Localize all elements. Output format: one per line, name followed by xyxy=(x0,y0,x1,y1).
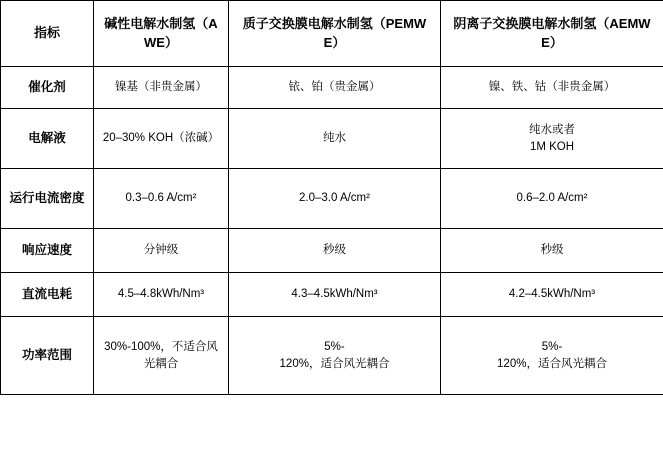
column-header-pemwe: 质子交换膜电解水制氢（PEMWE） xyxy=(229,1,441,67)
cell-power-range-awe: 30%-100%，不适合风光耦合 xyxy=(94,317,229,395)
row-label-response-speed: 响应速度 xyxy=(1,229,94,273)
table-row xyxy=(1,273,663,317)
cell-dc-power-consumption-aemwe: 4.2–4.5kWh/Nm³ xyxy=(441,273,663,317)
table-row xyxy=(1,169,663,229)
row-label-power-range: 功率范围 xyxy=(1,317,94,395)
cell-electrolyte-aemwe: 纯水或者 1M KOH xyxy=(441,109,663,169)
cell-response-speed-pemwe: 秒级 xyxy=(229,229,441,273)
table-row xyxy=(1,109,663,169)
cell-catalyst-pemwe: 铱、铂（贵金属） xyxy=(229,67,441,109)
table-row xyxy=(1,229,663,273)
table-row xyxy=(1,67,663,109)
row-label-current-density: 运行电流密度 xyxy=(1,169,94,229)
cell-electrolyte-pemwe: 纯水 xyxy=(229,109,441,169)
table-header-row xyxy=(1,1,663,67)
cell-dc-power-consumption-awe: 4.5–4.8kWh/Nm³ xyxy=(94,273,229,317)
table-header xyxy=(1,1,663,67)
column-header-aemwe: 阴离子交换膜电解水制氢（AEMWE） xyxy=(441,1,663,67)
cell-response-speed-awe: 分钟级 xyxy=(94,229,229,273)
column-header-awe: 碱性电解水制氢（AWE） xyxy=(94,1,229,67)
row-label-catalyst: 催化剂 xyxy=(1,67,94,109)
column-header-metric: 指标 xyxy=(1,1,94,67)
cell-electrolyte-awe: 20–30% KOH（浓碱） xyxy=(94,109,229,169)
cell-power-range-aemwe: 5%- 120%，适合风光耦合 xyxy=(441,317,663,395)
table-body xyxy=(1,67,663,395)
cell-power-range-pemwe: 5%- 120%，适合风光耦合 xyxy=(229,317,441,395)
row-label-dc-power-consumption: 直流电耗 xyxy=(1,273,94,317)
cell-current-density-awe: 0.3–0.6 A/cm² xyxy=(94,169,229,229)
cell-catalyst-awe: 镍基（非贵金属） xyxy=(94,67,229,109)
cell-current-density-aemwe: 0.6–2.0 A/cm² xyxy=(441,169,663,229)
cell-dc-power-consumption-pemwe: 4.3–4.5kWh/Nm³ xyxy=(229,273,441,317)
cell-current-density-pemwe: 2.0–3.0 A/cm² xyxy=(229,169,441,229)
table-row xyxy=(1,317,663,395)
cell-catalyst-aemwe: 镍、铁、钴（非贵金属） xyxy=(441,67,663,109)
row-label-electrolyte: 电解液 xyxy=(1,109,94,169)
cell-response-speed-aemwe: 秒级 xyxy=(441,229,663,273)
